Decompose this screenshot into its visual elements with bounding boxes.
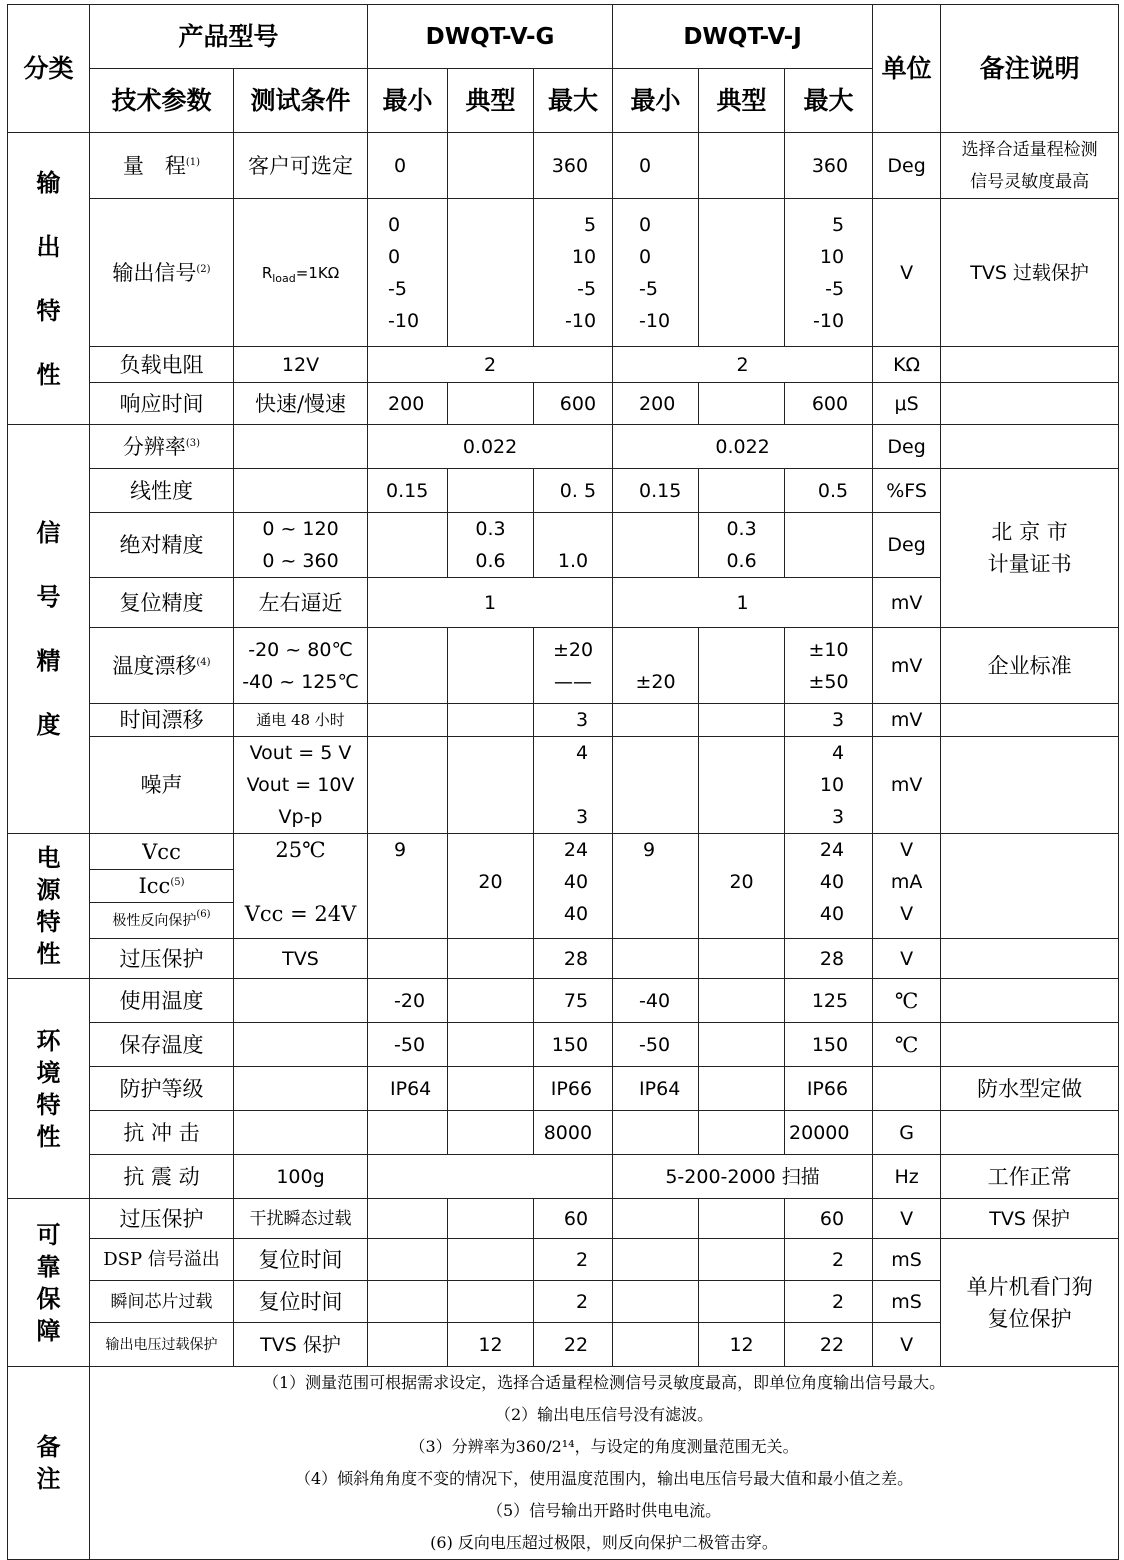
- unit-rel-overvolt: V: [873, 1199, 941, 1239]
- g-max-temp-drift: ±20 ——: [534, 628, 613, 704]
- header-notes: 备注说明: [941, 5, 1119, 133]
- j-max-out-protect: 22: [785, 1323, 873, 1367]
- note-output-signal: TVS 过载保护: [941, 199, 1119, 347]
- section-power: 电源特性: [8, 834, 90, 979]
- j-max-dsp: 2: [785, 1239, 873, 1281]
- unit-power: V mA V: [873, 834, 941, 939]
- j-max-ip: IP66: [785, 1067, 873, 1111]
- param-ip: 防护等级: [90, 1067, 234, 1111]
- j-max-noise: 4 10 3: [785, 737, 873, 834]
- cond-chip: 复位时间: [234, 1281, 368, 1323]
- g-min-response: 200: [368, 383, 448, 425]
- j-typ-resolution: 0.022: [613, 425, 873, 469]
- unit-range: Deg: [873, 133, 941, 199]
- header-param: 技术参数: [90, 69, 234, 133]
- unit-noise: mV: [873, 737, 941, 834]
- param-out-protect: 输出电压过载保护: [90, 1323, 234, 1367]
- cond-power: 25℃ Vcc = 24V: [234, 834, 368, 939]
- param-chip: 瞬间芯片过载: [90, 1281, 234, 1323]
- j-max-storage: 150: [785, 1023, 873, 1067]
- cond-load: 12V: [234, 347, 368, 383]
- unit-resolution: Deg: [873, 425, 941, 469]
- j-max-time-drift: 3: [785, 704, 873, 737]
- param-load: 负载电阻: [90, 347, 234, 383]
- param-vibration: 抗 震 动: [90, 1155, 234, 1199]
- j-max-rel-overvolt: 60: [785, 1199, 873, 1239]
- g-typ-reset: 1: [368, 578, 613, 628]
- param-response: 响应时间: [90, 383, 234, 425]
- g-max-dsp: 2: [534, 1239, 613, 1281]
- param-icc: Icc$^{(5)}$: [90, 870, 234, 903]
- j-min-power: 9: [613, 834, 699, 939]
- note-rel-overvolt: TVS 保护: [941, 1199, 1119, 1239]
- g-typ-resolution: 0.022: [368, 425, 613, 469]
- unit-accuracy: Deg: [873, 513, 941, 578]
- j-typ-out-protect: 12: [699, 1323, 785, 1367]
- unit-dsp: mS: [873, 1239, 941, 1281]
- param-storage: 保存温度: [90, 1023, 234, 1067]
- header-product-model: 产品型号: [90, 5, 368, 69]
- header-j-min: 最小: [613, 69, 699, 133]
- cond-out-protect: TVS 保护: [234, 1323, 368, 1367]
- section-env: 环境特性: [8, 979, 90, 1199]
- unit-temp-drift: mV: [873, 628, 941, 704]
- param-temp-drift: 温度漂移$^{(4)}$: [90, 628, 234, 704]
- g-max-noise: 4 3: [534, 737, 613, 834]
- j-max-output-signal: 5 10 -5 -10: [785, 199, 873, 347]
- g-max-storage: 150: [534, 1023, 613, 1067]
- j-min-op-temp: -40: [613, 979, 699, 1023]
- header-g-typ: 典型: [448, 69, 534, 133]
- unit-out-protect: V: [873, 1323, 941, 1367]
- j-max-overvolt: 28: [785, 939, 873, 979]
- remark-1: （1）测量范围可根据需求设定，选择合适量程检测信号灵敏度最高，即单位角度输出信号最大。: [262, 1373, 946, 1392]
- param-rel-overvolt: 过压保护: [90, 1199, 234, 1239]
- note-dsp: 单片机看门狗 复位保护: [941, 1239, 1119, 1367]
- cond-noise: Vout = 5 V Vout = 10V Vp-p: [234, 737, 368, 834]
- cond-overvolt: TVS: [234, 939, 368, 979]
- cond-time-drift: 通电 48 小时: [234, 704, 368, 737]
- param-time-drift: 时间漂移: [90, 704, 234, 737]
- cond-response: 快速/慢速: [234, 383, 368, 425]
- unit-linearity: %FS: [873, 469, 941, 513]
- cond-output-signal: $R_{load}=1K\Omega$: [234, 199, 368, 347]
- unit-shock: G: [873, 1111, 941, 1155]
- header-condition: 测试条件: [234, 69, 368, 133]
- j-max-range: 360: [785, 133, 873, 199]
- remark-2: （2）输出电压信号没有滤波。: [494, 1405, 714, 1424]
- g-max-shock: 8000: [534, 1111, 613, 1155]
- cond-rel-overvolt: 干扰瞬态过载: [234, 1199, 368, 1239]
- j-typ-accuracy: 0.3 0.6: [699, 513, 785, 578]
- g-min-power: 9: [368, 834, 448, 939]
- j-typ-power: 20: [699, 834, 785, 939]
- unit-time-drift: mV: [873, 704, 941, 737]
- g-typ-accuracy: 0.3 0.6: [448, 513, 534, 578]
- note-accuracy: 北 京 市 计量证书: [941, 469, 1119, 628]
- param-reverse: 极性反向保护$^{(6)}$: [90, 903, 234, 939]
- param-noise: 噪声: [90, 737, 234, 834]
- cond-range: 客户可选定: [234, 133, 368, 199]
- note-ip: 防水型定做: [941, 1067, 1119, 1111]
- unit-op-temp: ℃: [873, 979, 941, 1023]
- g-min-linearity: 0.15: [368, 469, 448, 513]
- g-typ-power: 20: [448, 834, 534, 939]
- param-resolution: 分辨率$^{(3)}$: [90, 425, 234, 469]
- g-max-op-temp: 75: [534, 979, 613, 1023]
- j-min-storage: -50: [613, 1023, 699, 1067]
- unit-vibration: Hz: [873, 1155, 941, 1199]
- j-max-linearity: 0.5: [785, 469, 873, 513]
- g-max-output-signal: 5 10 -5 -10: [534, 199, 613, 347]
- g-max-range: 360: [534, 133, 613, 199]
- j-vibration: 5-200-2000 扫描: [613, 1155, 873, 1199]
- note-vibration: 工作正常: [941, 1155, 1119, 1199]
- j-max-power: 24 40 40: [785, 834, 873, 939]
- j-min-output-signal: 0 0 -5 -10: [613, 199, 699, 347]
- unit-reset: mV: [873, 578, 941, 628]
- unit-storage: ℃: [873, 1023, 941, 1067]
- j-typ-reset: 1: [613, 578, 873, 628]
- g-max-ip: IP66: [534, 1067, 613, 1111]
- g-min-storage: -50: [368, 1023, 448, 1067]
- j-min-linearity: 0.15: [613, 469, 699, 513]
- note-temp-drift: 企业标准: [941, 628, 1119, 704]
- param-reset: 复位精度: [90, 578, 234, 628]
- g-max-chip: 2: [534, 1281, 613, 1323]
- g-max-linearity: 0. 5: [534, 469, 613, 513]
- g-max-rel-overvolt: 60: [534, 1199, 613, 1239]
- section-signal: 信号精度: [8, 425, 90, 834]
- remark-6: (6) 反向电压超过极限，则反向保护二极管击穿。: [430, 1533, 778, 1552]
- remarks-box: [90, 1367, 1119, 1560]
- remark-5: （5）信号输出开路时供电电流。: [486, 1501, 722, 1520]
- spec-table: [7, 4, 1119, 1560]
- param-op-temp: 使用温度: [90, 979, 234, 1023]
- header-j-max: 最大: [785, 69, 873, 133]
- section-reliability: 可靠保障: [8, 1199, 90, 1367]
- g-max-overvolt: 28: [534, 939, 613, 979]
- param-vcc: Vcc: [90, 834, 234, 870]
- cond-temp-drift: -20 ~ 80℃ -40 ~ 125℃: [234, 628, 368, 704]
- param-linearity: 线性度: [90, 469, 234, 513]
- g-max-time-drift: 3: [534, 704, 613, 737]
- remark-4: （4）倾斜角角度不变的情况下，使用温度范围内，输出电压信号最大值和最小值之差。: [294, 1469, 914, 1488]
- unit-chip: mS: [873, 1281, 941, 1323]
- unit-output-signal: V: [873, 199, 941, 347]
- param-dsp: DSP 信号溢出: [90, 1239, 234, 1281]
- section-output: 输出特性: [8, 133, 90, 425]
- cond-vibration: 100g: [234, 1155, 368, 1199]
- g-min-ip: IP64: [368, 1067, 448, 1111]
- g-max-response: 600: [534, 383, 613, 425]
- note-range: 选择合适量程检测 信号灵敏度最高: [941, 133, 1119, 199]
- header-g-max: 最大: [534, 69, 613, 133]
- j-min-range: 0: [613, 133, 699, 199]
- g-max-accuracy: 1.0: [534, 513, 613, 578]
- remark-3: （3）分辨率为360/2¹⁴，与设定的角度测量范围无关。: [409, 1437, 799, 1456]
- j-max-op-temp: 125: [785, 979, 873, 1023]
- g-max-power: 24 40 40: [534, 834, 613, 939]
- param-output-signal: 输出信号$^{(2)}$: [90, 199, 234, 347]
- g-max-out-protect: 22: [534, 1323, 613, 1367]
- cond-reset: 左右逼近: [234, 578, 368, 628]
- unit-response: μS: [873, 383, 941, 425]
- cond-accuracy: 0 ~ 120 0 ~ 360: [234, 513, 368, 578]
- unit-load: KΩ: [873, 347, 941, 383]
- g-typ-load: 2: [368, 347, 613, 383]
- j-max-temp-drift: ±10 ±50: [785, 628, 873, 704]
- header-g-min: 最小: [368, 69, 448, 133]
- param-shock: 抗 冲 击: [90, 1111, 234, 1155]
- param-overvolt: 过压保护: [90, 939, 234, 979]
- section-remarks: 备注: [8, 1367, 90, 1560]
- header-model-j: DWQT-V-J: [613, 5, 873, 69]
- param-range: 量 程$^{(1)}$: [90, 133, 234, 199]
- g-min-output-signal: 0 0 -5 -10: [368, 199, 448, 347]
- header-model-g: DWQT-V-G: [368, 5, 613, 69]
- j-max-chip: 2: [785, 1281, 873, 1323]
- unit-overvolt: V: [873, 939, 941, 979]
- g-min-op-temp: -20: [368, 979, 448, 1023]
- g-typ-out-protect: 12: [448, 1323, 534, 1367]
- j-typ-load: 2: [613, 347, 873, 383]
- header-unit: 单位: [873, 5, 941, 133]
- header-j-typ: 典型: [699, 69, 785, 133]
- g-min-range: 0: [368, 133, 448, 199]
- j-min-temp-drift: ±20: [613, 628, 699, 704]
- j-max-shock: 20000: [785, 1111, 873, 1155]
- param-accuracy: 绝对精度: [90, 513, 234, 578]
- header-category: 分类: [8, 5, 90, 133]
- j-min-response: 200: [613, 383, 699, 425]
- cond-dsp: 复位时间: [234, 1239, 368, 1281]
- j-max-response: 600: [785, 383, 873, 425]
- j-min-ip: IP64: [613, 1067, 699, 1111]
